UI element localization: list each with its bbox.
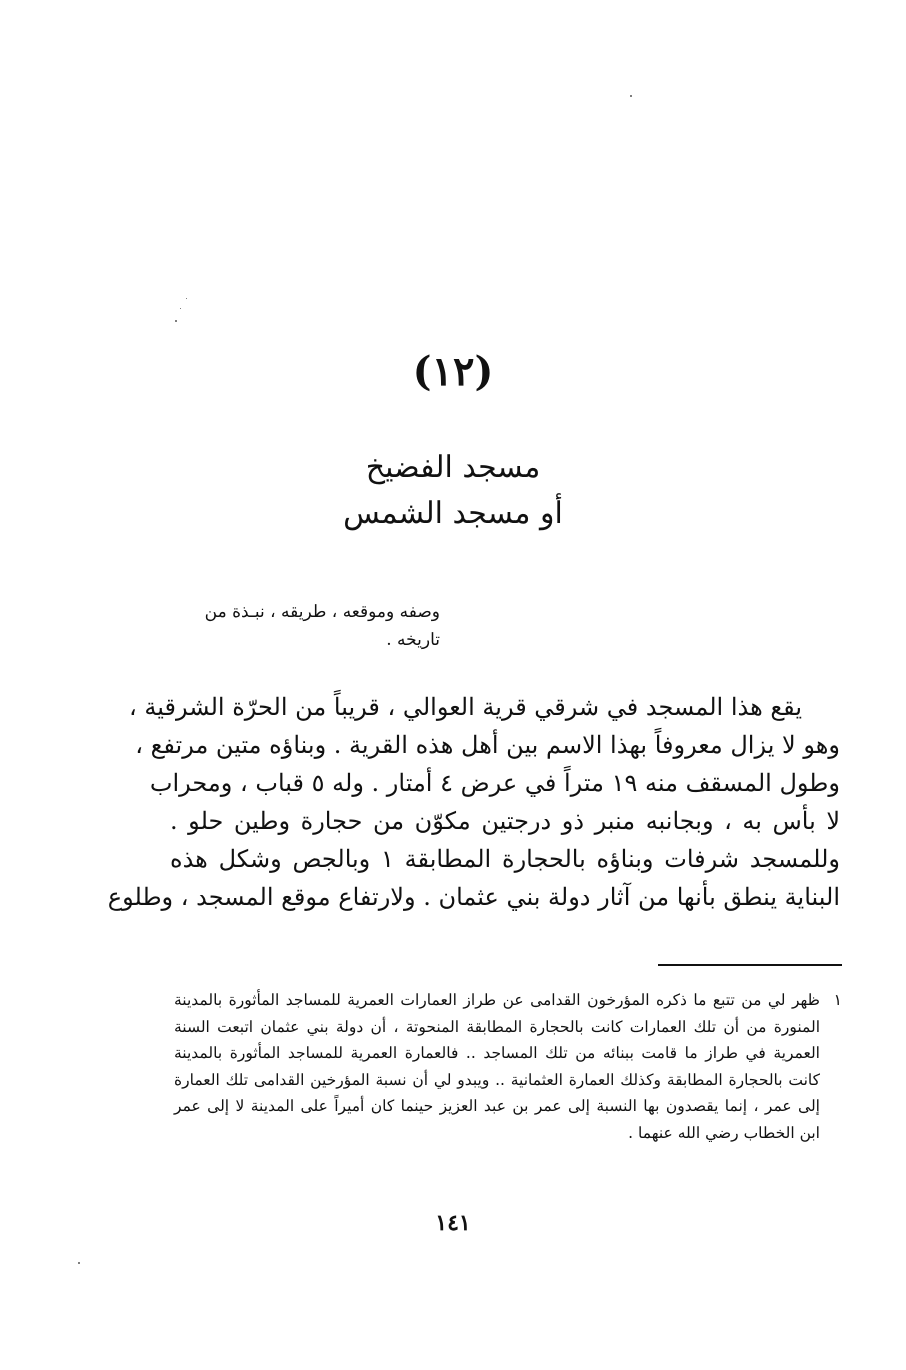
body-line: يقع هذا المسجد في شرقي قرية العوالي ، قريباً من الحرّة الشرقية ،: [129, 693, 802, 721]
scan-speck: [180, 308, 181, 309]
scan-speck: [78, 1262, 80, 1264]
chapter-title: [0, 445, 906, 537]
scan-speck: [175, 320, 177, 322]
body-line: وطول المسقف منه ١٩ متراً في عرض ٤ أمتار . وله ٥ قباب ، ومحراب: [149, 769, 840, 797]
summary-line: وصفه وموقعه ، طريقه ، نبـذة من: [204, 602, 440, 622]
footnote-line: إلى عمر ، إنما يقصدون بها النسبة إلى عمر بن عبد العزيز حينما كان أميراً على المدينة لا إلى عمر: [174, 1097, 820, 1115]
page-number: ١٤١: [435, 1210, 471, 1236]
body-line: وللمسجد شرفات وبناؤه بالحجارة المطابقة ١ وبالجص وشكل هذه: [170, 845, 840, 873]
footnote-line: المنورة من أن تلك العمارات كانت بالحجارة المطابقة المنحوتة ، أن دولة بني عثمان اتبعت السنة: [174, 1017, 820, 1036]
body-line: وهو لا يزال معروفاً بهذا الاسم بين أهل هذه القرية . وبناؤه متين مرتفع ،: [135, 731, 840, 759]
footnote: [174, 987, 842, 1146]
summary-line: تاريخه .: [386, 630, 440, 650]
body-line: البناية ينطق بأنها من آثار دولة بني عثمان . ولارتفاع موقع المسجد ، وطلوع: [107, 883, 840, 911]
chapter-title-line-1: مسجد الفضيخ: [365, 450, 541, 485]
chapter-summary: [170, 598, 440, 654]
scan-speck: [630, 95, 632, 97]
footnote-line: العمرية في طراز ما قامت ببنائه من تلك المساجد .. فالعمارة العمرية للمساجد المأثورة بالمدينة: [174, 1044, 820, 1062]
footnote-line: ابن الخطاب رضي الله عنهما .: [628, 1123, 820, 1142]
chapter-title-line-2: أو مسجد الشمس: [343, 496, 563, 531]
footnote-divider: [658, 964, 842, 966]
footnote-line: ظهر لي من تتبع ما ذكره المؤرخون القدامى عن طراز العمارات العمرية للمساجد المأثورة بالمدينة: [174, 991, 820, 1009]
scan-speck: [186, 298, 187, 299]
body-line: لا بأس به ، وبجانبه منبر ذو درجتين مكوّن من حجارة وطين حلو .: [170, 807, 841, 835]
body-text: [107, 688, 841, 916]
chapter-number: (١٢): [412, 348, 494, 395]
footnote-line: كانت بالحجارة المطابقة وكذلك العمارة العثمانية .. ويبدو لي أن نسبة المؤرخين القدامى تلك العمارة: [174, 1070, 820, 1089]
footnote-marker: ١: [833, 991, 842, 1009]
